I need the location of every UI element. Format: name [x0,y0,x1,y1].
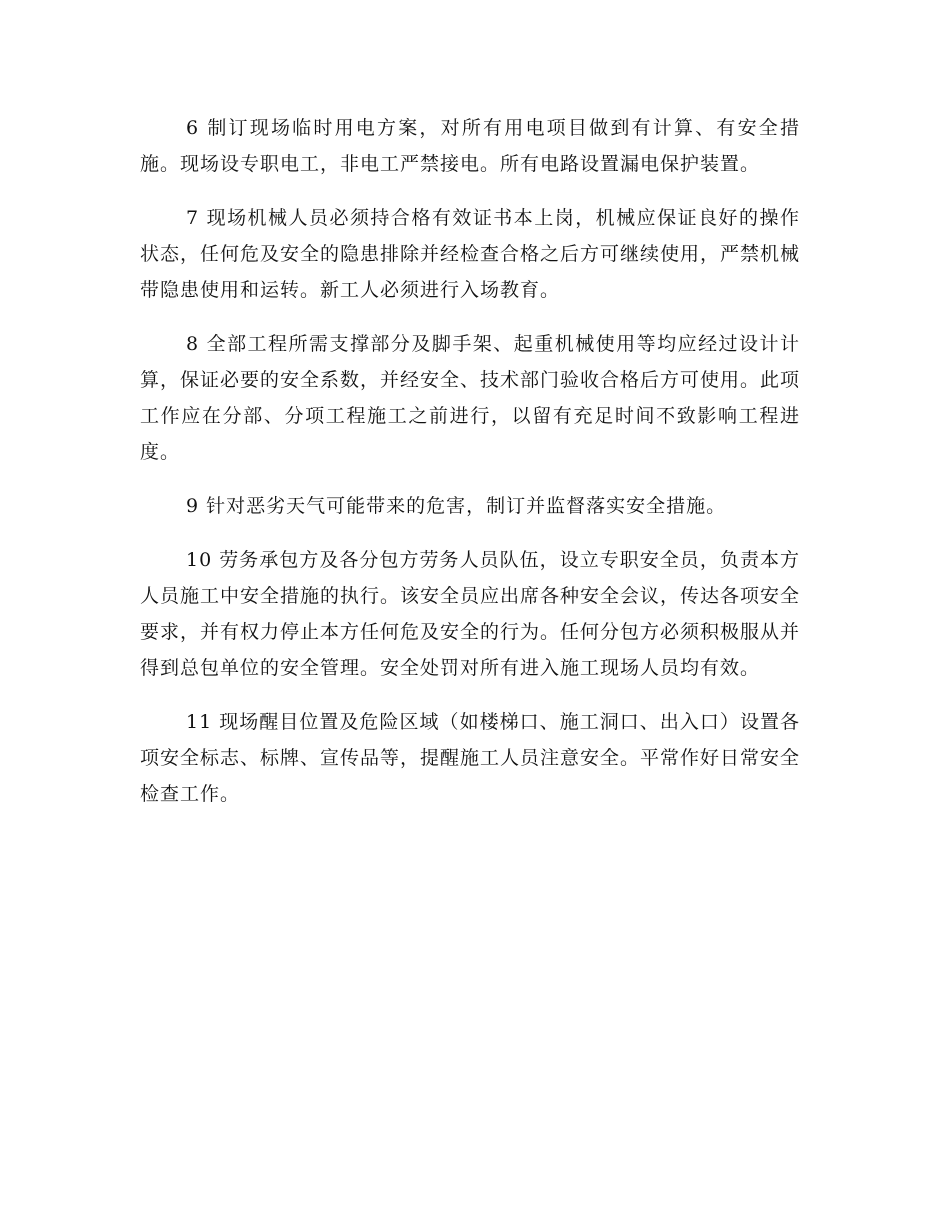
paragraph-6: 6 制订现场临时用电方案，对所有用电项目做到有计算、有安全措施。现场设专职电工，非电工严禁接电。所有电路设置漏电保护装置。 [140,117,800,175]
document-body [140,110,800,830]
paragraph-10: 10 劳务承包方及各分包方劳务人员队伍，设立专职安全员，负责本方人员施工中安全措施的执行。该安全员应出席各种安全会议，传达各项安全要求，并有权力停止本方任何危及安全的行为。任何分包方必须积极服从并得到总包单位的安全管理。安全处罚对所有进入施工现场人员均有效。 [140,549,801,679]
paragraph-7: 7 现场机械人员必须持合格有效证书本上岗，机械应保证良好的操作状态，任何危及安全的隐患排除并经检查合格之后方可继续使用，严禁机械带隐患使用和运转。新工人必须进行入场教育。 [140,207,801,301]
paragraph-11: 11 现场醒目位置及危险区域（如楼梯口、施工洞口、出入口）设置各项安全标志、标牌、宣传品等，提醒施工人员注意安全。平常作好日常安全检查工作。 [140,711,801,805]
paragraph-8: 8 全部工程所需支撑部分及脚手架、起重机械使用等均应经过设计计算，保证必要的安全系数，并经安全、技术部门验收合格后方可使用。此项工作应在分部、分项工程施工之前进行，以留有充足时间不致影响工程进度。 [140,333,801,463]
paragraph-9: 9 针对恶劣天气可能带来的危害，制订并监督落实安全措施。 [186,495,727,517]
